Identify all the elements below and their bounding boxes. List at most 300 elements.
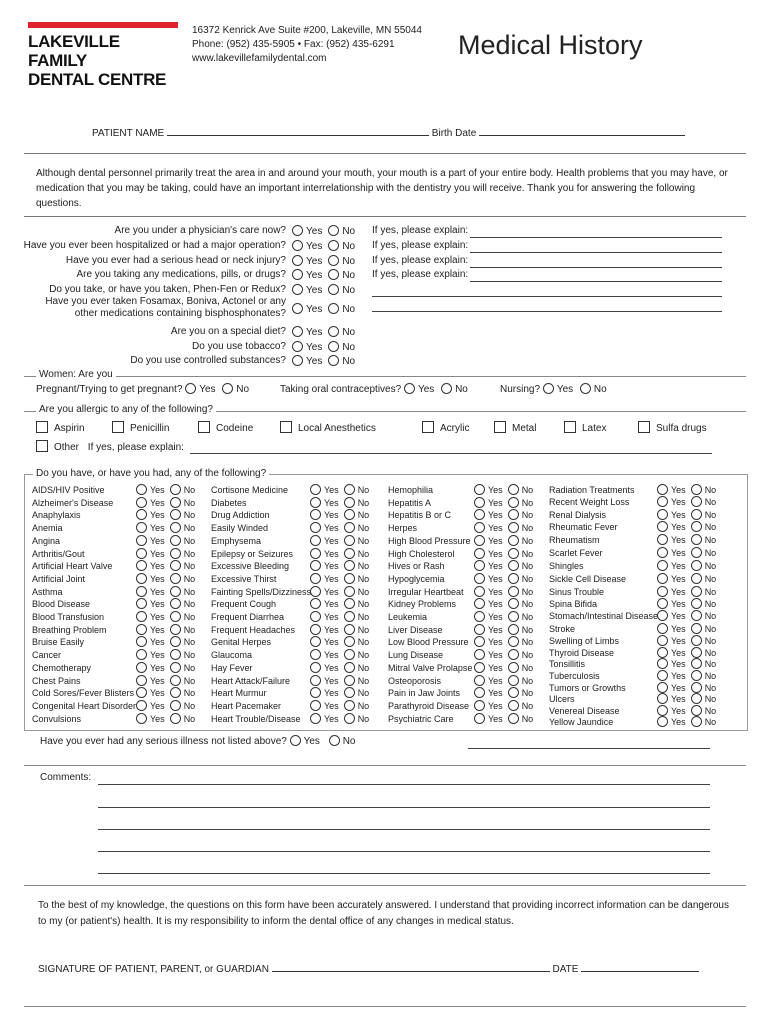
condition-yes-radio[interactable] <box>136 573 147 584</box>
yes-label: Yes <box>671 548 686 558</box>
condition-yes-radio[interactable] <box>310 586 321 597</box>
condition-no-radio[interactable] <box>344 535 355 546</box>
condition-yes-radio[interactable] <box>136 713 147 724</box>
condition-no-radio[interactable] <box>691 623 702 634</box>
condition-no-radio[interactable] <box>344 649 355 660</box>
condition-yes-radio[interactable] <box>657 547 668 558</box>
comments-line-1[interactable] <box>98 784 710 785</box>
serious-illness-explain-field[interactable] <box>468 748 710 749</box>
question-explain-field[interactable] <box>470 281 722 282</box>
nursing-no-radio[interactable] <box>580 383 591 394</box>
condition-label: Cortisone Medicine <box>211 485 289 495</box>
allergy-checkbox[interactable] <box>280 421 292 433</box>
condition-yes-radio[interactable] <box>310 573 321 584</box>
condition-no-radio[interactable] <box>344 675 355 686</box>
condition-no-radio[interactable] <box>508 611 519 622</box>
yes-label: Yes <box>306 327 323 338</box>
condition-no-radio[interactable] <box>691 547 702 558</box>
condition-yes-radio[interactable] <box>310 675 321 686</box>
logo-line-2: DENTAL CENTRE <box>28 70 167 89</box>
condition-yes-radio[interactable] <box>136 649 147 660</box>
date-field[interactable] <box>581 962 699 972</box>
condition-yes-radio[interactable] <box>136 522 147 533</box>
condition-yes-radio[interactable] <box>310 535 321 546</box>
yes-label: Yes <box>671 717 686 727</box>
no-label: No <box>704 683 717 693</box>
condition-yes-radio[interactable] <box>136 497 147 508</box>
question-yes-radio[interactable] <box>292 269 303 280</box>
condition-yes-radio[interactable] <box>310 598 321 609</box>
question-no-radio[interactable] <box>328 355 339 366</box>
condition-no-radio[interactable] <box>170 598 181 609</box>
condition-no-radio[interactable] <box>691 534 702 545</box>
condition-no-radio[interactable] <box>508 484 519 495</box>
condition-yes-radio[interactable] <box>136 586 147 597</box>
page-title: Medical History <box>458 30 643 60</box>
condition-label: Shingles <box>549 561 584 571</box>
condition-label: Hypoglycemia <box>388 573 445 584</box>
condition-label: Cold Sores/Fever Blisters <box>32 688 135 699</box>
condition-yes-radio[interactable] <box>136 484 147 495</box>
question-yes-radio[interactable] <box>292 326 303 337</box>
condition-label: Blood Transfusion <box>32 612 105 622</box>
condition-no-radio[interactable] <box>344 598 355 609</box>
condition-label: Spina Bifida <box>549 599 598 609</box>
question-no-radio[interactable] <box>328 284 339 295</box>
comments-line-3[interactable] <box>98 829 710 830</box>
condition-yes-radio[interactable] <box>310 700 321 711</box>
condition-no-radio[interactable] <box>170 497 181 508</box>
condition-label: Chemotherapy <box>32 662 92 673</box>
condition-no-radio[interactable] <box>691 598 702 609</box>
no-label: No <box>521 561 534 572</box>
condition-yes-no <box>136 586 195 597</box>
condition-yes-no <box>310 484 369 495</box>
condition-no-radio[interactable] <box>508 497 519 508</box>
serious-illness-yes-radio[interactable] <box>290 735 301 746</box>
condition-yes-radio[interactable] <box>136 611 147 622</box>
yes-label: Yes <box>303 736 320 747</box>
condition-yes-no <box>657 534 716 545</box>
yes-label: Yes <box>488 700 503 711</box>
condition-no-radio[interactable] <box>691 496 702 507</box>
condition-yes-radio[interactable] <box>474 675 485 686</box>
condition-yes-radio[interactable] <box>474 522 485 533</box>
condition-yes-radio[interactable] <box>474 687 485 698</box>
condition-no-radio[interactable] <box>691 670 702 681</box>
condition-yes-radio[interactable] <box>310 497 321 508</box>
condition-yes-no <box>474 509 533 520</box>
question-no-radio[interactable] <box>328 303 339 314</box>
condition-no-radio[interactable] <box>170 560 181 571</box>
condition-yes-radio[interactable] <box>310 560 321 571</box>
yes-label: Yes <box>324 624 339 635</box>
question-no-radio[interactable] <box>328 225 339 236</box>
condition-yes-no <box>136 700 195 711</box>
yes-label: Yes <box>488 586 503 597</box>
condition-yes-radio[interactable] <box>474 713 485 724</box>
condition-yes-no <box>474 560 533 571</box>
condition-no-radio[interactable] <box>691 484 702 495</box>
condition-no-radio[interactable] <box>170 573 181 584</box>
condition-yes-radio[interactable] <box>474 662 485 673</box>
condition-yes-radio[interactable] <box>474 548 485 559</box>
no-label: No <box>521 485 534 495</box>
condition-label: Arthritis/Gout <box>32 548 85 559</box>
condition-no-radio[interactable] <box>691 682 702 693</box>
condition-label: Venereal Disease <box>549 706 620 716</box>
condition-yes-radio[interactable] <box>657 716 668 727</box>
condition-no-radio[interactable] <box>170 535 181 546</box>
question-yes-radio[interactable] <box>292 355 303 366</box>
condition-no-radio[interactable] <box>508 662 519 673</box>
condition-yes-radio[interactable] <box>657 573 668 584</box>
allergy-label: Acrylic <box>440 423 470 434</box>
women-divider <box>24 376 746 377</box>
yes-label: Yes <box>150 675 165 686</box>
condition-yes-radio[interactable] <box>474 509 485 520</box>
no-label: No <box>704 587 717 597</box>
condition-no-radio[interactable] <box>344 700 355 711</box>
condition-yes-radio[interactable] <box>474 560 485 571</box>
question-yes-radio[interactable] <box>292 225 303 236</box>
condition-no-radio[interactable] <box>344 624 355 635</box>
birth-date-field[interactable] <box>479 126 685 136</box>
condition-no-radio[interactable] <box>508 548 519 559</box>
condition-no-radio[interactable] <box>170 624 181 635</box>
condition-no-radio[interactable] <box>691 521 702 532</box>
condition-yes-radio[interactable] <box>136 598 147 609</box>
question-yes-radio[interactable] <box>292 303 303 314</box>
question-yes-radio[interactable] <box>292 341 303 352</box>
condition-yes-no <box>310 548 369 559</box>
comments-line-2[interactable] <box>98 807 710 808</box>
pregnant-yes-radio[interactable] <box>185 383 196 394</box>
condition-yes-radio[interactable] <box>310 522 321 533</box>
women-nursing <box>500 383 607 395</box>
condition-no-radio[interactable] <box>691 716 702 727</box>
condition-yes-no <box>310 636 369 647</box>
condition-yes-radio[interactable] <box>657 509 668 520</box>
logo-line-1: LAKEVILLE FAMILY <box>28 32 120 70</box>
condition-yes-no <box>657 484 716 495</box>
condition-no-radio[interactable] <box>508 687 519 698</box>
question-explain-field[interactable] <box>470 267 722 268</box>
condition-yes-radio[interactable] <box>657 534 668 545</box>
condition-no-radio[interactable] <box>170 649 181 660</box>
condition-label: Frequent Cough <box>211 599 277 610</box>
condition-yes-radio[interactable] <box>310 548 321 559</box>
condition-yes-radio[interactable] <box>310 636 321 647</box>
condition-no-radio[interactable] <box>691 705 702 716</box>
condition-no-radio[interactable] <box>508 560 519 571</box>
condition-yes-radio[interactable] <box>474 611 485 622</box>
condition-yes-radio[interactable] <box>474 649 485 660</box>
contraceptives-yes-radio[interactable] <box>404 383 415 394</box>
allergy-checkbox[interactable] <box>422 421 434 433</box>
condition-no-radio[interactable] <box>508 713 519 724</box>
condition-yes-radio[interactable] <box>136 662 147 673</box>
question-text: Have you ever been hospitalized or had a major operation? <box>23 240 286 251</box>
condition-yes-radio[interactable] <box>657 693 668 704</box>
condition-no-radio[interactable] <box>508 573 519 584</box>
condition-no-radio[interactable] <box>508 624 519 635</box>
condition-no-radio[interactable] <box>508 700 519 711</box>
condition-yes-radio[interactable] <box>474 497 485 508</box>
logo <box>28 22 178 89</box>
condition-label: Excessive Thirst <box>211 573 277 584</box>
condition-no-radio[interactable] <box>691 610 702 621</box>
allergy-checkbox[interactable] <box>36 421 48 433</box>
question-yes-radio[interactable] <box>292 284 303 295</box>
nursing-yes-radio[interactable] <box>543 383 554 394</box>
condition-yes-no <box>657 716 716 727</box>
condition-yes-radio[interactable] <box>310 484 321 495</box>
condition-yes-radio[interactable] <box>310 624 321 635</box>
condition-no-radio[interactable] <box>170 548 181 559</box>
condition-no-radio[interactable] <box>170 484 181 495</box>
yes-label: Yes <box>324 497 339 508</box>
condition-no-radio[interactable] <box>170 586 181 597</box>
condition-no-radio[interactable] <box>344 497 355 508</box>
allergy-checkbox[interactable] <box>112 421 124 433</box>
yes-label: Yes <box>306 241 323 252</box>
yes-label: Yes <box>150 662 165 673</box>
condition-label: Frequent Diarrhea <box>211 612 285 622</box>
condition-no-radio[interactable] <box>170 687 181 698</box>
no-label: No <box>183 662 196 673</box>
condition-no-radio[interactable] <box>508 675 519 686</box>
contraceptives-no-radio[interactable] <box>441 383 452 394</box>
yes-label: Yes <box>324 510 339 521</box>
condition-yes-radio[interactable] <box>657 647 668 658</box>
allergy-checkbox[interactable] <box>638 421 650 433</box>
comments-line-5[interactable] <box>98 873 710 874</box>
condition-no-radio[interactable] <box>691 586 702 597</box>
condition-yes-radio[interactable] <box>657 586 668 597</box>
no-label: No <box>357 624 370 635</box>
yes-label: Yes <box>150 497 165 508</box>
signature-field[interactable] <box>272 962 550 972</box>
attestation-text: To the best of my knowledge, the questions on this form have been accurately answered. I understand that providing incorrect information can be dangerous to my (or patient's) health. It is my responsibility to inform the dental office of any changes in medical status. <box>38 900 729 927</box>
question-yes-radio[interactable] <box>292 255 303 266</box>
no-label: No <box>357 535 370 546</box>
condition-yes-radio[interactable] <box>657 521 668 532</box>
condition-no-radio[interactable] <box>344 548 355 559</box>
condition-yes-radio[interactable] <box>474 624 485 635</box>
condition-no-radio[interactable] <box>344 611 355 622</box>
condition-no-radio[interactable] <box>691 635 702 646</box>
condition-no-radio[interactable] <box>344 713 355 724</box>
condition-yes-radio[interactable] <box>474 586 485 597</box>
condition-no-radio[interactable] <box>691 573 702 584</box>
no-label: No <box>357 599 370 610</box>
condition-yes-radio[interactable] <box>310 611 321 622</box>
condition-yes-radio[interactable] <box>136 560 147 571</box>
condition-yes-radio[interactable] <box>657 598 668 609</box>
yes-label: Yes <box>671 659 686 669</box>
explain-extra-line-2[interactable] <box>372 311 722 312</box>
condition-label: Osteoporosis <box>388 675 442 686</box>
no-label: No <box>342 736 356 747</box>
no-label: No <box>704 548 717 558</box>
no-label: No <box>357 700 370 711</box>
condition-no-radio[interactable] <box>170 675 181 686</box>
yes-label: Yes <box>671 587 686 597</box>
condition-yes-radio[interactable] <box>136 548 147 559</box>
no-label: No <box>342 356 356 367</box>
condition-label: Swelling of Limbs <box>549 636 620 646</box>
condition-no-radio[interactable] <box>170 611 181 622</box>
no-label: No <box>704 671 717 681</box>
condition-no-radio[interactable] <box>344 560 355 571</box>
condition-yes-radio[interactable] <box>474 573 485 584</box>
condition-no-radio[interactable] <box>344 586 355 597</box>
no-label: No <box>357 573 370 584</box>
condition-no-radio[interactable] <box>691 509 702 520</box>
no-label: No <box>704 599 717 609</box>
condition-no-radio[interactable] <box>344 509 355 520</box>
allergy-other-checkbox[interactable] <box>36 440 48 452</box>
condition-yes-radio[interactable] <box>657 560 668 571</box>
question-yes-radio[interactable] <box>292 240 303 251</box>
condition-no-radio[interactable] <box>691 647 702 658</box>
condition-yes-radio[interactable] <box>136 636 147 647</box>
serious-illness-no-radio[interactable] <box>329 735 340 746</box>
condition-label: Angina <box>32 535 61 546</box>
allergy-checkbox[interactable] <box>564 421 576 433</box>
allergy-checkbox[interactable] <box>494 421 506 433</box>
condition-no-radio[interactable] <box>344 687 355 698</box>
condition-yes-radio[interactable] <box>657 635 668 646</box>
condition-no-radio[interactable] <box>170 509 181 520</box>
condition-yes-radio[interactable] <box>310 509 321 520</box>
condition-yes-no <box>136 573 195 584</box>
yes-label: Yes <box>324 662 339 673</box>
condition-yes-radio[interactable] <box>310 649 321 660</box>
condition-yes-radio[interactable] <box>657 705 668 716</box>
yes-label: Yes <box>324 599 339 610</box>
explain-extra-line-1[interactable] <box>372 296 722 297</box>
question-no-radio[interactable] <box>328 269 339 280</box>
condition-no-radio[interactable] <box>508 636 519 647</box>
condition-yes-radio[interactable] <box>474 598 485 609</box>
condition-label: AIDS/HIV Positive <box>32 485 105 495</box>
question-no-radio[interactable] <box>328 240 339 251</box>
condition-label: Tuberculosis <box>549 671 600 681</box>
condition-label: Bruise Easily <box>32 637 85 648</box>
yes-label: Yes <box>671 683 686 693</box>
condition-no-radio[interactable] <box>508 509 519 520</box>
question-no-radio[interactable] <box>328 341 339 352</box>
question-no-radio[interactable] <box>328 255 339 266</box>
condition-yes-radio[interactable] <box>657 610 668 621</box>
condition-no-radio[interactable] <box>691 560 702 571</box>
condition-yes-radio[interactable] <box>310 662 321 673</box>
condition-yes-radio[interactable] <box>474 636 485 647</box>
condition-yes-radio[interactable] <box>136 675 147 686</box>
patient-name-field[interactable] <box>167 126 429 136</box>
condition-no-radio[interactable] <box>508 649 519 660</box>
question-explain-field[interactable] <box>470 237 722 238</box>
condition-label: Mitral Valve Prolapse <box>388 662 473 673</box>
condition-yes-radio[interactable] <box>474 535 485 546</box>
condition-no-radio[interactable] <box>344 522 355 533</box>
condition-no-radio[interactable] <box>508 586 519 597</box>
condition-yes-no <box>657 509 716 520</box>
allergy-checkbox[interactable] <box>198 421 210 433</box>
condition-no-radio[interactable] <box>508 522 519 533</box>
condition-yes-radio[interactable] <box>136 509 147 520</box>
patient-name-row <box>92 126 685 139</box>
serious-illness-row <box>40 735 356 747</box>
comments-line-4[interactable] <box>98 851 710 852</box>
condition-no-radio[interactable] <box>691 658 702 669</box>
yes-label: Yes <box>150 535 165 546</box>
condition-no-radio[interactable] <box>170 636 181 647</box>
allergy-label: Metal <box>512 423 537 434</box>
condition-yes-no <box>136 636 195 647</box>
condition-label: Blood Disease <box>32 599 91 610</box>
condition-no-radio[interactable] <box>508 535 519 546</box>
condition-yes-radio[interactable] <box>136 700 147 711</box>
condition-no-radio[interactable] <box>691 693 702 704</box>
allergy-other-explain-field[interactable] <box>190 453 712 454</box>
question-explain-field[interactable] <box>470 252 722 253</box>
condition-no-radio[interactable] <box>344 636 355 647</box>
condition-yes-radio[interactable] <box>657 496 668 507</box>
condition-label: Frequent Headaches <box>211 624 296 635</box>
address: 16372 Kenrick Ave Suite #200, Lakeville, MN 55044 <box>192 25 422 36</box>
yes-label: Yes <box>150 561 165 572</box>
yes-label: Yes <box>488 612 503 622</box>
condition-no-radio[interactable] <box>344 573 355 584</box>
signature-row <box>38 962 699 975</box>
condition-yes-radio[interactable] <box>136 535 147 546</box>
condition-yes-radio[interactable] <box>657 658 668 669</box>
date-label: DATE <box>552 964 579 975</box>
condition-yes-radio[interactable] <box>657 670 668 681</box>
condition-yes-radio[interactable] <box>310 713 321 724</box>
no-label: No <box>704 624 717 634</box>
condition-no-radio[interactable] <box>170 522 181 533</box>
condition-yes-radio[interactable] <box>474 700 485 711</box>
condition-no-radio[interactable] <box>170 662 181 673</box>
condition-label: Radiation Treatments <box>549 485 635 495</box>
condition-yes-no <box>657 635 716 646</box>
condition-yes-radio[interactable] <box>657 682 668 693</box>
condition-no-radio[interactable] <box>170 713 181 724</box>
condition-yes-radio[interactable] <box>136 624 147 635</box>
condition-yes-radio[interactable] <box>657 484 668 495</box>
yes-label: Yes <box>488 561 503 572</box>
condition-yes-radio[interactable] <box>136 687 147 698</box>
condition-label: Kidney Problems <box>388 599 457 610</box>
no-label: No <box>357 485 370 495</box>
no-label: No <box>357 561 370 572</box>
condition-yes-radio[interactable] <box>310 687 321 698</box>
condition-no-radio[interactable] <box>344 662 355 673</box>
condition-no-radio[interactable] <box>170 700 181 711</box>
condition-yes-no <box>136 675 195 686</box>
question-no-radio[interactable] <box>328 326 339 337</box>
allergy-item <box>494 421 536 434</box>
condition-yes-radio[interactable] <box>657 623 668 634</box>
condition-no-radio[interactable] <box>344 484 355 495</box>
pregnant-no-radio[interactable] <box>222 383 233 394</box>
condition-no-radio[interactable] <box>508 598 519 609</box>
condition-yes-radio[interactable] <box>474 484 485 495</box>
